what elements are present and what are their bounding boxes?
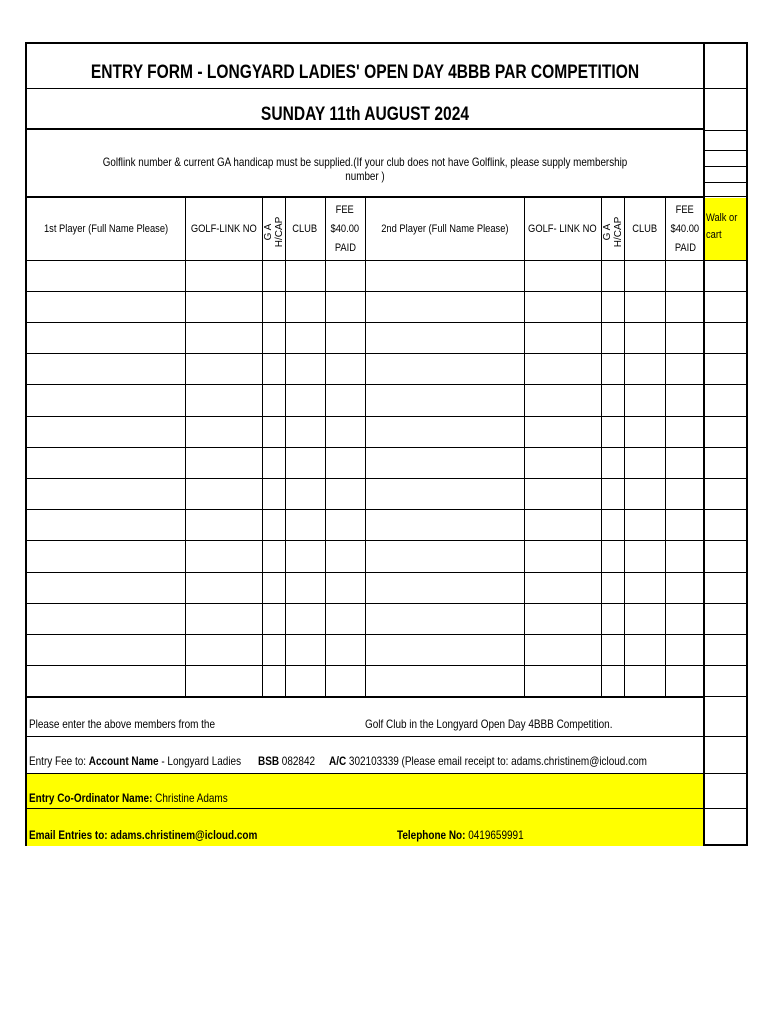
form-title: ENTRY FORM - LONGYARD LADIES' OPEN DAY 4BBB PAR COMPETITION [90, 62, 640, 83]
email-line: Email Entries to: adams.christinem@icloud.com [29, 828, 258, 842]
header-hcap1: G A H/CAP [263, 216, 285, 248]
header-hcap2: G A H/CAP [602, 216, 624, 248]
account-number-line: A/C 302103339 (Please email receipt to: adams.christinem@icloud.com [329, 754, 647, 768]
walk-or-cart-header: Walk or cart [705, 198, 746, 260]
header-club1: CLUB [292, 223, 318, 235]
header-club2: CLUB [632, 223, 657, 235]
bsb-line: BSB 082842 [258, 754, 316, 768]
entries-table [27, 198, 705, 696]
entry-form [25, 42, 748, 846]
members-text-right: Golf Club in the Longyard Open Day 4BBB Competition. [365, 717, 613, 731]
header-fee2: FEE $40.00 PAID [670, 203, 700, 254]
entry-fee-line: Entry Fee to: Account Name - Longyard Ladies [29, 754, 242, 768]
side-column [705, 42, 748, 846]
header-player1: 1st Player (Full Name Please) [43, 223, 169, 235]
members-text-left: Please enter the above members from the [29, 717, 216, 731]
header-player2: 2nd Player (Full Name Please) [380, 223, 509, 235]
header-fee1: FEE $40.00 PAID [330, 203, 360, 254]
instruction-note: Golflink number & current GA handicap must be supplied.(If your club does not have Golflink, please supply membership number ) [102, 155, 628, 183]
phone-line: Telephone No: 0419659991 [397, 828, 524, 842]
coordinator-line: Entry Co-Ordinator Name: Christine Adams [29, 791, 228, 805]
header-golflink1: GOLF-LINK NO [190, 223, 257, 235]
form-main [25, 42, 705, 846]
form-subtitle: SUNDAY 11th AUGUST 2024 [260, 104, 470, 125]
header-golflink2: GOLF- LINK NO [528, 223, 597, 235]
